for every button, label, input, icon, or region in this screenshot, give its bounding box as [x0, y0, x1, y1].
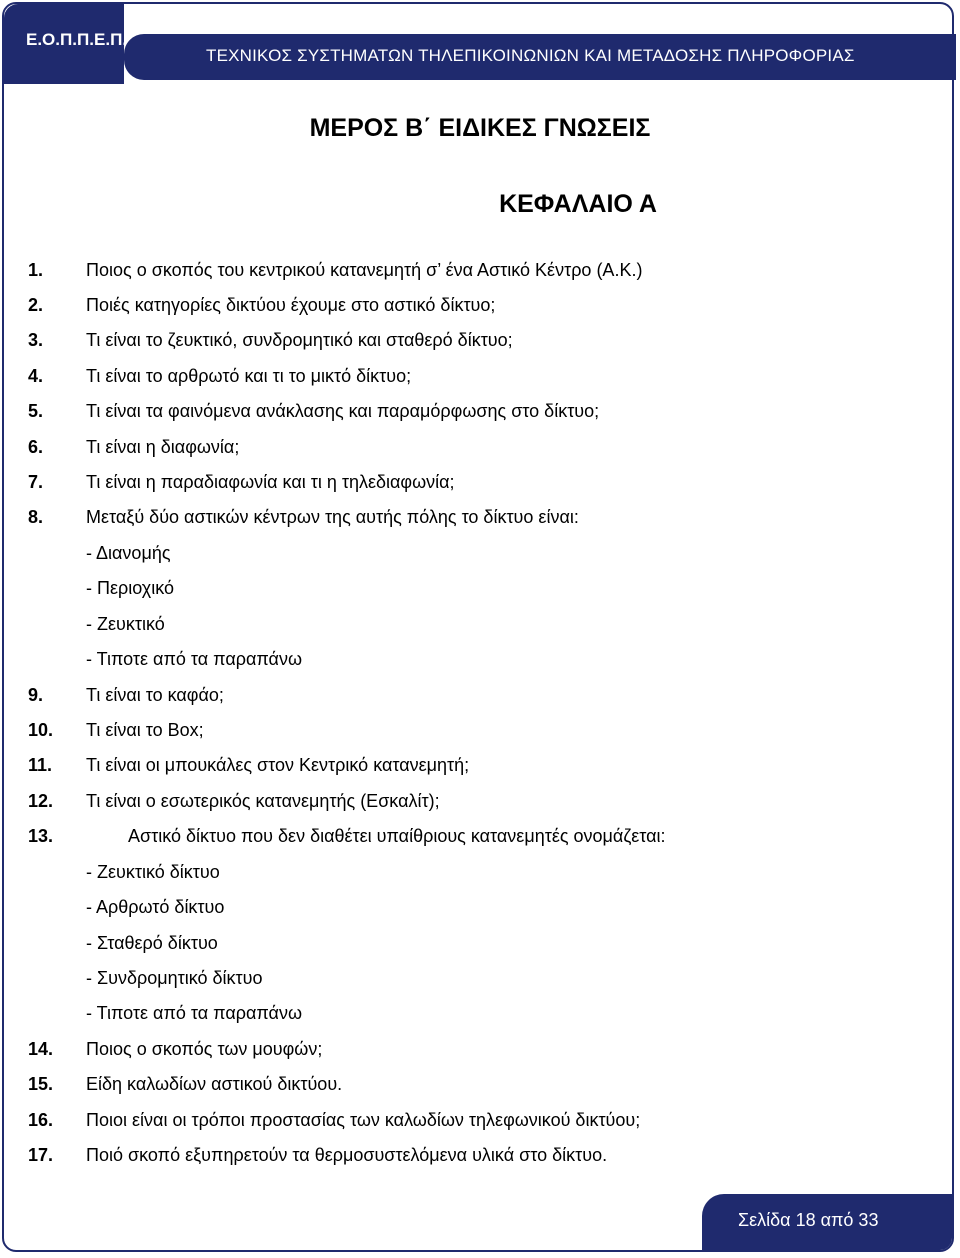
option-text: - Αρθρωτό δίκτυο — [86, 897, 225, 917]
question-text: Ποιος ο σκοπός του κεντρικού κατανεμητή σ’ ένα Αστικό Κέντρο (Α.Κ.) — [86, 260, 643, 280]
part-title: ΜΕΡΟΣ Β΄ ΕΙΔΙΚΕΣ ΓΝΩΣΕΙΣ — [309, 114, 651, 142]
question-number: 12. — [28, 791, 54, 811]
question-text: Είδη καλωδίων αστικού δικτύου. — [86, 1074, 343, 1094]
header-band — [124, 34, 956, 80]
question-number: 13. — [28, 826, 54, 846]
header-title: ΤΕΧΝΙΚΟΣ ΣΥΣΤΗΜΑΤΩΝ ΤΗΛΕΠΙΚΟΙΝΩΝΙΩΝ ΚΑΙ ΜΕΤΑΔΟΣΗΣ ΠΛΗΡΟΦΟΡΙΑΣ — [206, 46, 855, 65]
question-text: Τι είναι οι μπουκάλες στον Κεντρικό κατανεμητή; — [86, 755, 470, 775]
chapter-title: ΚΕΦΑΛΑΙΟ Α — [499, 190, 657, 218]
question-text: Αστικό δίκτυο που δεν διαθέτει υπαίθριους κατανεμητές ονομάζεται: — [128, 826, 666, 846]
question-text: Τι είναι η παραδιαφωνία και τι η τηλεδιαφωνία; — [86, 472, 455, 492]
question-text: Ποιές κατηγορίες δικτύου έχουμε στο αστικό δίκτυο; — [86, 295, 496, 315]
question-text: Ποιοι είναι οι τρόποι προστασίας των καλωδίων τηλεφωνικού δικτύου; — [86, 1110, 641, 1130]
question-text: Τι είναι το Box; — [86, 720, 204, 740]
question-number: 1. — [28, 260, 44, 280]
question-text: Τι είναι το ζευκτικό, συνδρομητικό και σταθερό δίκτυο; — [86, 330, 513, 350]
question-text: Τι είναι το αρθρωτό και τι το μικτό δίκτυο; — [86, 366, 412, 386]
option-text: - Τιποτε από τα παραπάνω — [86, 649, 302, 669]
option-text: - Ζευκτικό δίκτυο — [86, 862, 220, 882]
question-number: 14. — [28, 1039, 54, 1059]
question-number: 4. — [28, 366, 44, 386]
option-text: - Διανομής — [86, 543, 171, 563]
question-number: 15. — [28, 1074, 54, 1094]
option-text: - Συνδρομητικό δίκτυο — [86, 968, 263, 988]
question-number: 6. — [28, 437, 44, 457]
question-text: Τι είναι τα φαινόμενα ανάκλασης και παραμόρφωσης στο δίκτυο; — [86, 401, 600, 421]
footer-band — [702, 1194, 952, 1250]
question-number: 9. — [28, 685, 44, 705]
header-org: Ε.Ο.Π.Π.Ε.Π. — [26, 30, 128, 49]
question-number: 8. — [28, 507, 44, 527]
header-org-block — [4, 4, 128, 84]
question-number: 5. — [28, 401, 44, 421]
option-text: - Ζευκτικό — [86, 614, 165, 634]
question-text: Τι είναι η διαφωνία; — [86, 437, 240, 457]
question-number: 11. — [28, 755, 53, 775]
question-text: Μεταξύ δύο αστικών κέντρων της αυτής πόλης το δίκτυο είναι: — [86, 507, 579, 527]
question-text: Ποιος ο σκοπός των μουφών; — [86, 1039, 323, 1059]
question-number: 3. — [28, 330, 44, 350]
question-text: Τι είναι ο εσωτερικός κατανεμητής (Εσκαλίτ); — [86, 791, 440, 811]
page-number: Σελίδα 18 από 33 — [738, 1210, 879, 1230]
question-text: Ποιό σκοπό εξυπηρετούν τα θερμοσυστελόμενα υλικά στο δίκτυο. — [86, 1145, 608, 1165]
option-text: - Σταθερό δίκτυο — [86, 933, 218, 953]
page-frame — [2, 2, 954, 1252]
option-text: - Περιοχικό — [86, 578, 175, 598]
question-number: 7. — [28, 472, 44, 492]
question-number: 17. — [28, 1145, 54, 1165]
question-text: Τι είναι το καφάο; — [86, 685, 224, 705]
question-number: 16. — [28, 1110, 54, 1130]
question-number: 2. — [28, 295, 44, 315]
option-text: - Τιποτε από τα παραπάνω — [86, 1003, 302, 1023]
question-number: 10. — [28, 720, 54, 740]
